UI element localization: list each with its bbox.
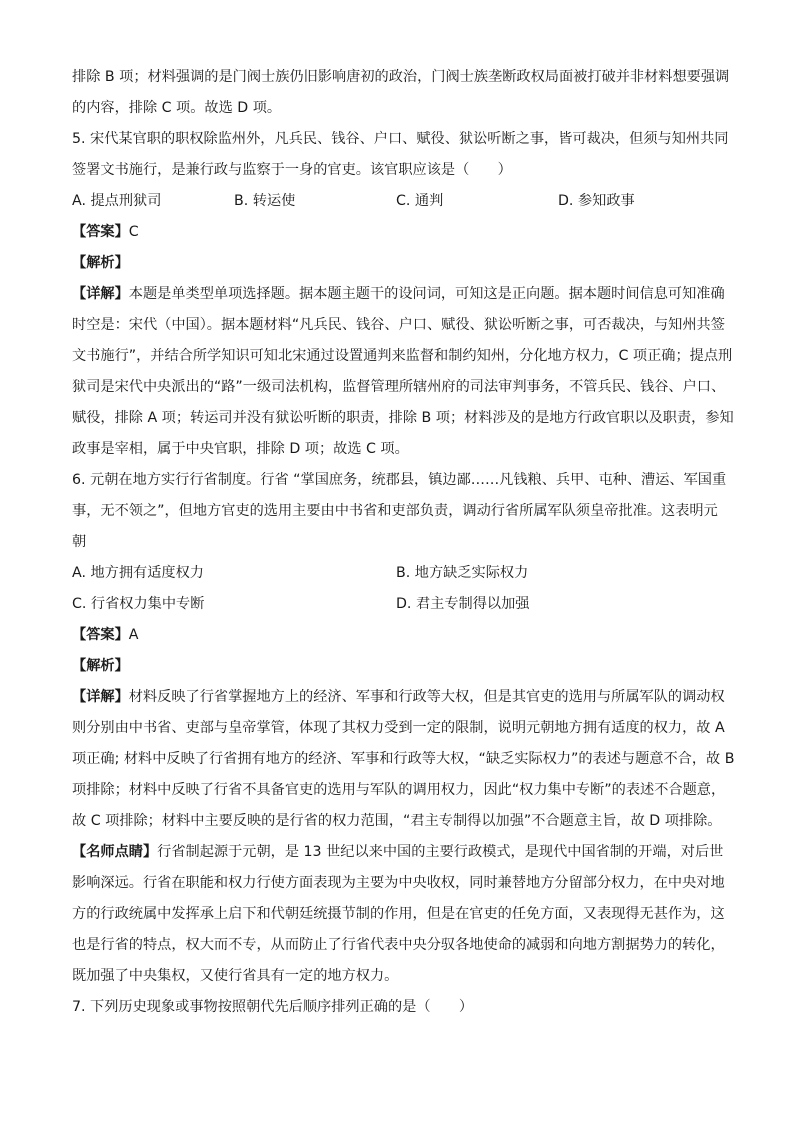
q6-options-row-1 [72,558,722,589]
q5-detail-line-1: 【详解】本题是单类型单项选择题。据本题主题干的设问词，可知这是正向题。据本题时间信息可知准确 [72,286,725,302]
q5-detail-line-5: 赋役，排除 A 项；转运司并没有狱讼听断的职责，排除 B 项；材料涉及的是地方行政官职以及职责，参知 [72,410,734,426]
q6-answer-tag: 【答案】 [72,627,129,643]
q6-detail-line-3: 项正确; 材料中反映了行省拥有地方的经济、军事和行政等大权，“缺乏实际权力”的表述与题意不合，故 B [72,751,735,767]
q5-stem-line-2: 签署文书施行，是兼行政与监察于一身的官吏。该官职应该是（ ） [72,162,512,178]
q5-detail-line-4: 狱司是宋代中央派出的“路”一级司法机构，监督管理所辖州府的司法审判事务，不管兵民、钱谷、户口、 [72,379,726,395]
q6-answer-value: A [128,627,139,643]
q6-teacher-line-4: 也是行省的特点，权大而不专，从而防止了行省代表中央分驭各地使命的减弱和向地方割据势力的转化， [72,937,725,953]
q6-detail-tag: 【详解】 [72,689,129,705]
q6-option-b: B. 地方缺乏实际权力 [396,565,529,581]
q5-option-c: C. 通判 [396,193,444,209]
q5-option-d: D. 参知政事 [558,193,635,209]
q5-option-a: A. 提点刑狱司 [72,193,162,209]
q5-detail-tag: 【详解】 [72,286,129,302]
q5-option-b: B. 转运使 [234,193,296,209]
q6-detail-line-5: 故 C 项排除；材料中主要反映的是行省的权力范围，“君主专制得以加强”不合题意主旨，故 D 项排除。 [72,813,722,829]
q5-stem-line-1: 5. 宋代某官职的职权除监州外，凡兵民、钱谷、户口、赋役、狱讼听断之事，皆可裁决，但须与知州共同 [72,131,729,147]
q5-detail-line-6: 政事是宰相，属于中央官职，排除 D 项；故选 C 项。 [72,441,409,457]
q6-teacher-tag: 【名师点睛】 [72,844,158,860]
q6-answer [72,620,722,651]
q6-teacher-line-5: 既加强了中央集权，又使行省具有一定的地方权力。 [72,968,399,984]
q7-stem-line-1: 7. 下列历史现象或事物按照朝代先后顺序排列正确的是（ ） [72,999,474,1015]
intro-line-1: 排除 B 项；材料强调的是门阀士族仍旧影响唐初的政治，门阀士族垄断政权局面被打破并非材料想要强调 [72,69,730,85]
q6-detail-line-4: 项排除；材料中反映了行省不具备官吏的选用与军队的调用权力，因此“权力集中专断”的表述不合题意， [72,782,726,798]
q6-option-a: A. 地方拥有适度权力 [72,565,204,581]
q6-detail-line-1: 【详解】材料反映了行省掌握地方上的经济、军事和行政等大权，但是其官吏的选用与所属军队的调动权 [72,689,725,705]
q6-analysis-tag: 【解析】 [72,658,129,674]
q6-options-row-2 [72,589,722,620]
q5-detail-line-2: 时空是：宋代（中国）。据本题材料“凡兵民、钱谷、户口、赋役、狱讼听断之事，可否裁决，与知州共签 [72,317,725,333]
q6-stem-line-1: 6. 元朝在地方实行行省制度。行省 “掌国庶务，统郡县，镇边鄙……凡钱粮、兵甲、屯种、漕运、军国重 [72,472,727,488]
q6-teacher-line-2: 影响深远。行省在职能和权力行使方面表现为主要为中央收权，同时兼替地方分留部分权力，在中央对地 [72,875,725,891]
q6-teacher-line-1: 【名师点睛】行省制起源于元朝，是 13 世纪以来中国的主要行政模式，是现代中国省制的开端，对后世 [72,844,724,860]
q5-answer-value: C [128,224,139,240]
q5-detail-line-3: 文书施行”，并结合所学知识可知北宋通过设置通判来监督和制约知州，分化地方权力，C 项正确；提点刑 [72,348,733,364]
q5-answer [72,217,722,248]
q6-option-c: C. 行省权力集中专断 [72,596,205,612]
q5-options [72,186,722,217]
q6-option-d: D. 君主专制得以加强 [396,596,530,612]
q5-answer-tag: 【答案】 [72,224,129,240]
q6-stem-line-3: 朝 [72,534,87,550]
q6-teacher-line-3: 方的行政统属中发挥承上启下和代朝廷统摄节制的作用，但是在官吏的任免方面，又表现得无甚作为，这 [72,906,725,922]
q5-analysis-tag: 【解析】 [72,255,129,271]
q6-stem-line-2: 事，无不领之”，但地方官吏的选用主要由中书省和吏部负责，调动行省所属军队须皇帝批准。这表明元 [72,503,718,519]
intro-line-2: 的内容，排除 C 项。故选 D 项。 [72,100,282,116]
q6-detail-line-2: 则分别由中书省、吏部与皇帝掌管，体现了其权力受到一定的限制，说明元朝地方拥有适度的权力，故 A [72,720,725,736]
